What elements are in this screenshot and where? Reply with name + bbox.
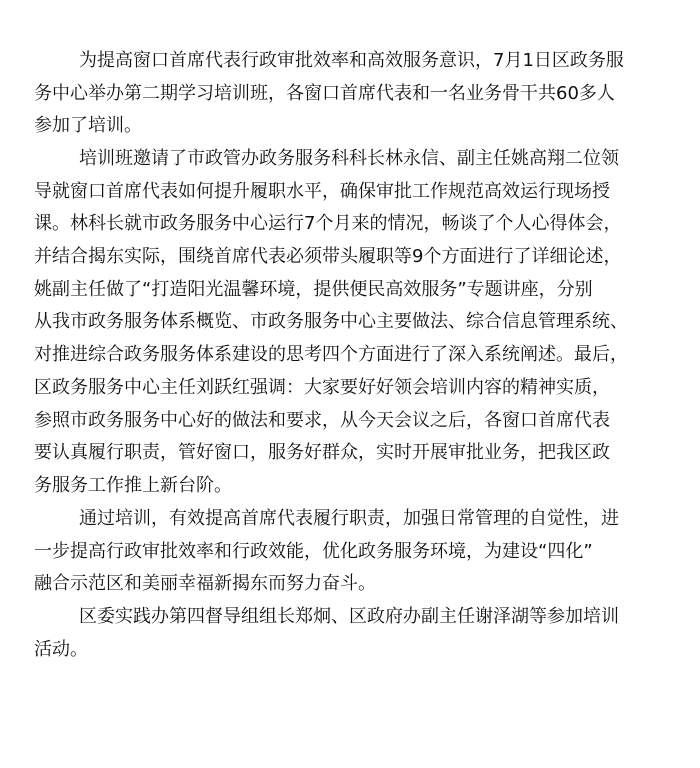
text-line: 课。林科长就市政务服务中心运行7个月来的情况，畅谈了个人心得体会， bbox=[34, 213, 622, 235]
paragraph-3 bbox=[34, 503, 654, 601]
text-line: 对推进综合政务服务体系建设的思考四个方面进行了深入系统阐述。最后， bbox=[34, 344, 628, 366]
paragraph-4 bbox=[34, 601, 654, 666]
text-line: 并结合揭东实际，围绕首席代表必须带头履职等9个方面进行了详细论述， bbox=[34, 246, 622, 268]
text-line: 导就窗口首席代表如何提升履职水平，确保审批工作规范高效运行现场授 bbox=[34, 180, 610, 202]
text-line: 务服务工作推上新台阶。 bbox=[34, 474, 232, 496]
text-line: 培训班邀请了市政管办政务服务科科长林永信、副主任姚高翔二位领 bbox=[79, 148, 619, 169]
text-line: 参照市政务服务中心好的做法和要求，从今天会议之后，各窗口首席代表 bbox=[34, 409, 610, 431]
text-line: 区政务服务中心主任刘跃红强调：大家要好好领会培训内容的精神实质， bbox=[34, 376, 610, 398]
text-line: 为提高窗口首席代表行政审批效率和高效服务意识，7月1日区政务服 bbox=[79, 50, 624, 71]
paragraph-2 bbox=[34, 143, 654, 503]
text-line: 要认真履行职责，管好窗口，服务好群众，实时开展审批业务，把我区政 bbox=[34, 442, 610, 464]
text-line: 融合示范区和美丽幸福新揭东而努力奋斗。 bbox=[34, 573, 376, 595]
text-line: 从我市政务服务体系概览、市政务服务中心主要做法、综合信息管理系统、 bbox=[34, 311, 628, 333]
paragraph-1 bbox=[34, 45, 654, 143]
text-line: 姚副主任做了“打造阳光温馨环境，提供便民高效服务”专题讲座，分别 bbox=[34, 278, 593, 300]
text-line: 通过培训，有效提高首席代表履行职责，加强日常管理的自觉性，进 bbox=[79, 508, 619, 529]
text-line: 参加了培训。 bbox=[34, 115, 142, 137]
text-line: 务中心举办第二期学习培训班，各窗口首席代表和一名业务骨干共60多人 bbox=[34, 82, 615, 104]
text-line: 一步提高行政审批效率和行政效能，优化政务服务环境，为建设“四化” bbox=[34, 540, 593, 562]
text-line: 区委实践办第四督导组组长郑炯、区政府办副主任谢泽湖等参加培训 bbox=[79, 606, 619, 627]
text-line: 活动。 bbox=[34, 638, 88, 660]
